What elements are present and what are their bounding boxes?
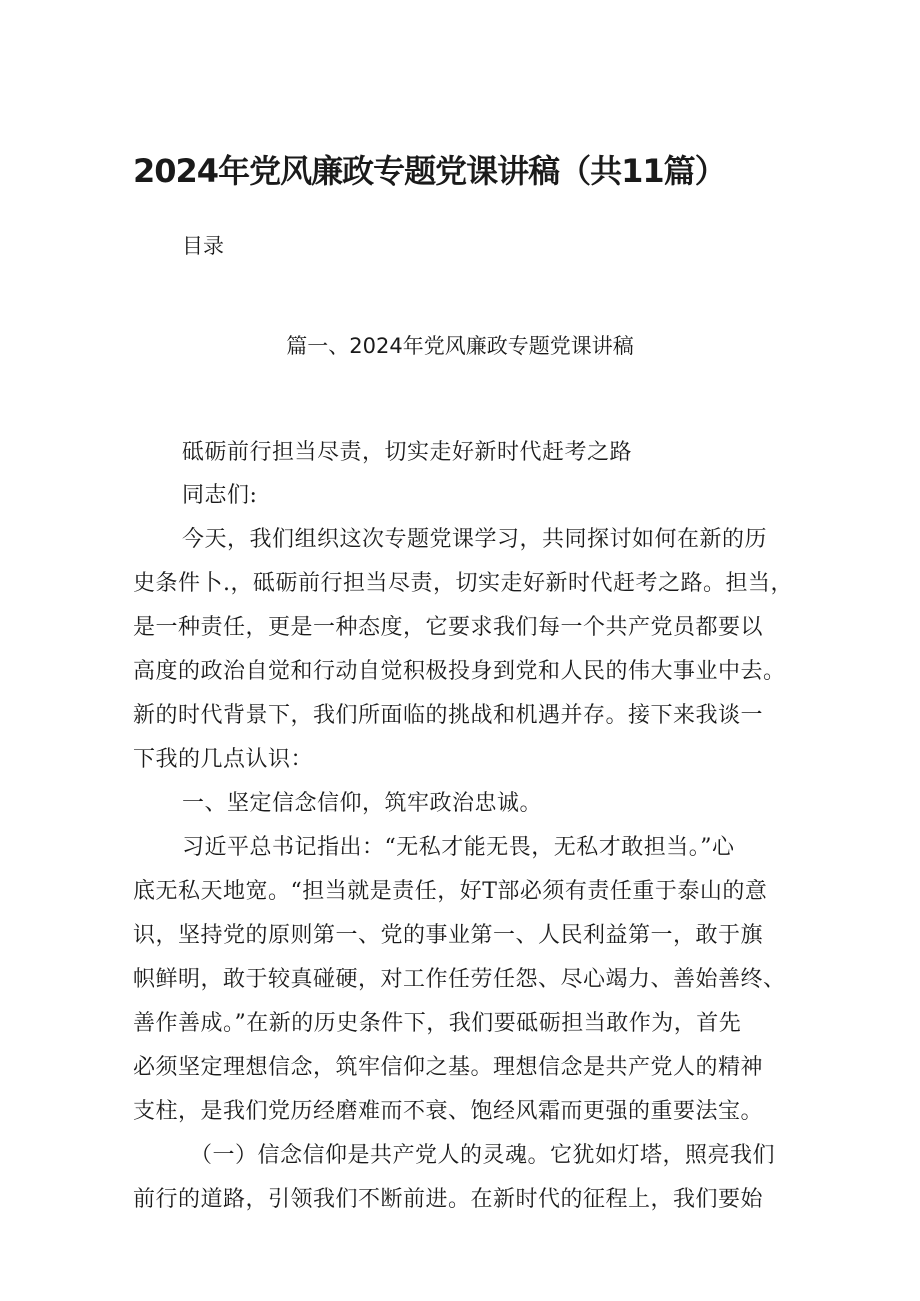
body-line: 前行的道路，引领我们不断前进。在新时代的征程上，我们要始 — [133, 1187, 764, 1212]
heading-line: 一、坚定信念信仰，筑牢政治忠诚。 — [182, 791, 543, 816]
body-line: 识，坚持党的原则第一、党的事业第一、人民利益第一，敢于旗 — [133, 923, 764, 948]
body-line: 史条件卜.，砥砺前行担当尽责，切实走好新时代赶考之路。担当， — [133, 571, 793, 596]
body-line: 底无私天地宽。“担当就是责任，好T部必须有责任重于泰山的意 — [133, 879, 768, 904]
section-heading: 篇一、2024年党风廉政专题党课讲稿 — [286, 334, 634, 358]
body-line: 支柱，是我们党历经磨难而不衰、饱经风霜而更强的重要法宝。 — [133, 1099, 764, 1124]
body-line: 下我的几点认识： — [133, 747, 314, 772]
body-line: 善作善成。”在新的历史条件下，我们要砥砺担当敢作为，首先 — [133, 1011, 742, 1036]
body-line: 新的时代背景下，我们所面临的挑战和机遇并存。接下来我谈一 — [133, 703, 764, 728]
body-line: 帜鲜明，敢于较真碰硬，对工作任劳任怨、尽心竭力、善始善终、 — [133, 967, 786, 992]
body-line: （一）信念信仰是共产党人的灵魂。它犹如灯塔，照亮我们 — [190, 1143, 776, 1168]
document-title: 2024年党风廉政专题党课讲稿（共11篇） — [133, 152, 726, 190]
salutation-line: 同志们: — [182, 483, 258, 508]
body-line: 必须坚定理想信念，筑牢信仰之基。理想信念是共产党人的精神 — [133, 1055, 764, 1080]
body-line: 高度的政治自觉和行动自觉积极投身到党和人民的伟大事业中去。 — [133, 659, 786, 684]
body-line: 是一种责任，更是一种态度，它要求我们每一个共产党员都要以 — [133, 615, 764, 640]
subtitle-line: 砥砺前行担当尽责，切实走好新时代赶考之路 — [182, 440, 633, 465]
body-line: 今天，我们组织这次专题党课学习，共同探讨如何在新的历 — [182, 527, 768, 552]
body-line: 习近平总书记指出：“无私才能无畏，无私才敢担当。”心 — [182, 835, 735, 860]
toc-label: 目录 — [182, 234, 224, 258]
